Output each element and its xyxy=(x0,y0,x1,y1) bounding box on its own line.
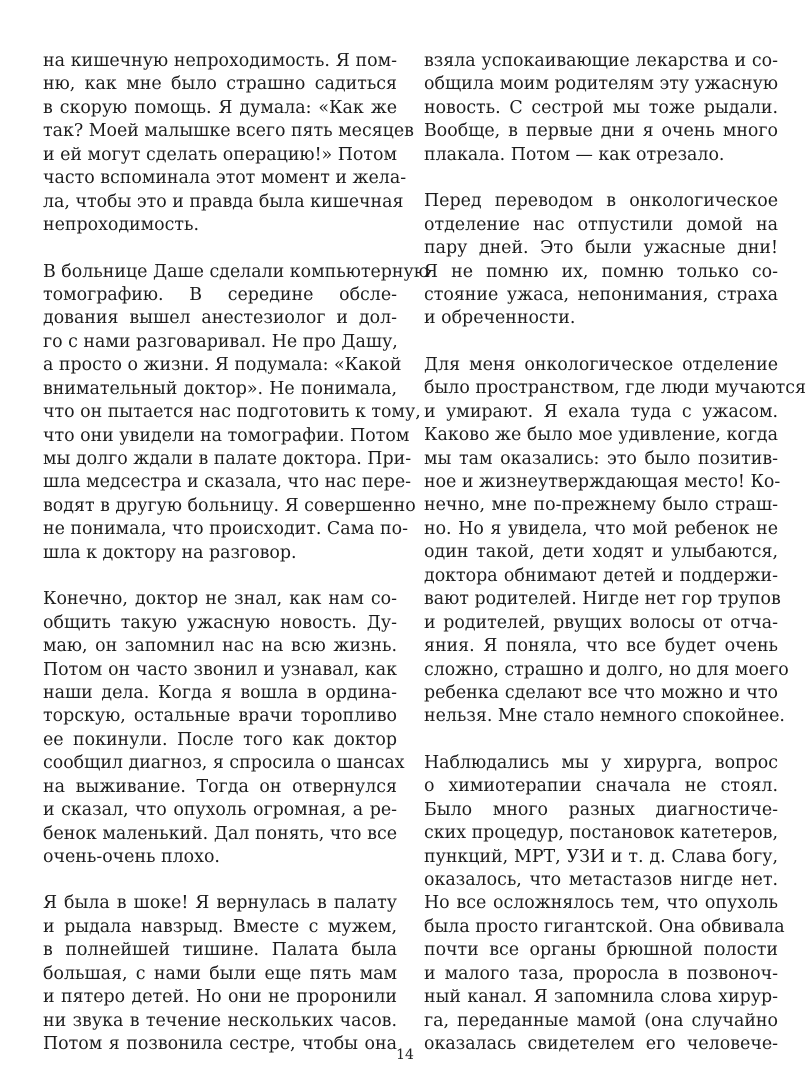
text-line: Перед переводом в онкологическое xyxy=(424,191,778,212)
text-line: и ей могут сделать операцию!» Потом xyxy=(43,144,397,165)
paragraph xyxy=(424,50,778,167)
paragraph xyxy=(43,892,397,1056)
text-line: почти все органы брюшной полости xyxy=(424,940,778,961)
text-line: Потом я позвонила сестре, чтобы она xyxy=(43,1034,397,1055)
text-line: шла медсестра и сказала, что нас пере- xyxy=(43,472,412,493)
text-line: часто вспоминала этот момент и жела- xyxy=(43,168,407,189)
text-line: была просто гигантской. Она обвивала xyxy=(424,916,785,937)
text-line: торскую, остальные врачи торопливо xyxy=(43,706,397,727)
text-line: ла, чтобы это и правда была кишечная xyxy=(43,191,404,212)
text-line: маю, он запомнил нас на всю жизнь. xyxy=(43,636,397,657)
text-line: не понимала, что происходит. Сама по- xyxy=(43,519,408,540)
text-line: оказалось, что метастазов нигде нет. xyxy=(424,870,778,890)
text-line: Конечно, доктор не знал, как нам со- xyxy=(43,589,397,610)
text-line: томографию. В середине обсле- xyxy=(43,284,397,305)
text-line: общила моим родителям эту ужасную xyxy=(424,74,778,95)
text-line: Для меня онкологическое отделение xyxy=(424,354,778,375)
text-line: нечно, мне по-прежнему было страш- xyxy=(424,495,778,516)
text-line: и рыдала навзрыд. Вместе с мужем, xyxy=(43,916,397,937)
text-line: Потом он часто звонил и узнавал, как xyxy=(43,659,397,680)
text-line: В больнице Даше сделали компьютерную xyxy=(43,261,429,282)
text-line: было пространством, где люди мучаются xyxy=(424,378,806,399)
paragraph xyxy=(424,354,806,729)
paragraph xyxy=(43,50,414,238)
text-line: Вообще, в первые дни я очень много xyxy=(424,121,778,142)
text-line: ских процедур, постановок катетеров, xyxy=(424,823,778,844)
text-line: ню, как мне было страшно садиться xyxy=(43,74,397,95)
text-line: так? Моей малышке всего пять месяцев xyxy=(43,121,414,142)
text-line: га, переданные мамой (она случайно xyxy=(424,1010,778,1031)
text-line: большая, с нами были еще пять мам xyxy=(43,963,397,984)
text-line: а просто о жизни. Я подумала: «Какой xyxy=(43,355,402,376)
text-line: сообщил диагноз, я спросила о шансах xyxy=(43,753,405,774)
text-line: оказалась свидетелем его человече- xyxy=(424,1034,778,1055)
text-line: непроходимость. xyxy=(43,215,200,236)
text-line: общить такую ужасную новость. Ду- xyxy=(43,612,397,633)
text-line: пару дней. Это были ужасные дни! xyxy=(424,238,778,259)
text-line: внимательный доктор». Не понимала, xyxy=(43,378,397,399)
text-line: Наблюдались мы у хирурга, вопрос xyxy=(424,752,778,773)
text-line: Я не помню их, помню только со- xyxy=(424,261,778,282)
text-line: в скорую помощь. Я думала: «Как же xyxy=(43,97,397,118)
text-line: и сказал, что опухоль огромная, а ре- xyxy=(43,800,397,821)
text-line: Но все осложнялось тем, что опухоль xyxy=(424,893,778,914)
text-line: мы там оказались: это было позитив- xyxy=(424,448,778,469)
text-line: на выживание. Тогда он отвернулся xyxy=(43,776,397,797)
text-line: что он пытается нас подготовить к тому, xyxy=(43,402,421,423)
right-column xyxy=(424,50,806,1080)
text-line: ни звука в течение нескольких часов. xyxy=(43,1010,397,1031)
text-line: водят в другую больницу. Я совершенно xyxy=(43,495,416,516)
page-number: 14 xyxy=(396,1047,414,1063)
text-line: и умирают. Я ехала туда с ужасом. xyxy=(424,401,778,422)
text-line: и малого таза, проросла в позвоноч- xyxy=(424,963,778,984)
text-line: ное и жизнеутверждающая место! Ко- xyxy=(424,472,781,492)
text-line: нельзя. Мне стало немного спокойнее. xyxy=(424,706,785,727)
text-line: го с нами разговаривал. Не про Дашу, xyxy=(43,331,398,352)
text-line: мы долго ждали в палате доктора. При- xyxy=(43,449,412,469)
text-line: о химиотерапии сначала не стоял. xyxy=(424,776,778,797)
text-line: взяла успокаивающие лекарства и со- xyxy=(424,51,778,71)
text-line: дования вышел анестезиолог и дол- xyxy=(43,308,397,329)
text-line: очень-очень плохо. xyxy=(43,847,220,867)
text-line: на кишечную непроходимость. Я пом- xyxy=(43,51,397,71)
text-line: плакала. Потом — как отрезало. xyxy=(424,144,725,165)
text-line: шла к доктору на разговор. xyxy=(43,542,297,563)
paragraph xyxy=(43,261,429,566)
text-line: сложно, страшно и долго, но для моего xyxy=(424,659,789,680)
paragraph xyxy=(424,190,778,331)
text-line: вают родителей. Нигде нет гор трупов xyxy=(424,589,781,610)
paragraph xyxy=(424,752,785,1057)
text-line: и обреченности. xyxy=(424,308,576,329)
text-line: но. Но я увидела, что мой ребенок не xyxy=(424,518,778,539)
text-line: стояние ужаса, непонимания, страха xyxy=(424,284,778,305)
text-line: бенок маленький. Дал понять, что все xyxy=(43,823,397,844)
text-line: Я была в шоке! Я вернулась в палату xyxy=(43,893,397,914)
text-line: Было много разных диагностиче- xyxy=(424,799,778,820)
text-line: доктора обнимают детей и поддержи- xyxy=(424,565,778,586)
text-line: ный канал. Я запомнила слова хирур- xyxy=(424,987,778,1008)
text-line: и пятеро детей. Но они не проронили xyxy=(43,987,397,1008)
text-line: новость. С сестрой мы тоже рыдали. xyxy=(424,97,778,118)
text-line: что они увидели на томографии. Потом xyxy=(43,425,410,446)
text-line: яния. Я поняла, что все будет очень xyxy=(424,636,778,657)
text-line: и родителей, рвущих волосы от отча- xyxy=(424,612,778,633)
text-line: один такой, дети ходят и улыбаются, xyxy=(424,542,778,563)
text-line: отделение нас отпустили домой на xyxy=(424,214,778,235)
text-line: пункций, МРТ, УЗИ и т. д. Слава богу, xyxy=(424,846,778,867)
text-line: ребенка сделают все что можно и что xyxy=(424,682,778,703)
text-line: в полнейшей тишине. Палата была xyxy=(43,940,397,961)
text-line: наши дела. Когда я вошла в ордина- xyxy=(43,682,397,703)
paragraph xyxy=(43,588,405,869)
text-line: Каково же было мое удивление, когда xyxy=(424,425,778,446)
text-line: ее покинули. После того как доктор xyxy=(43,729,397,750)
